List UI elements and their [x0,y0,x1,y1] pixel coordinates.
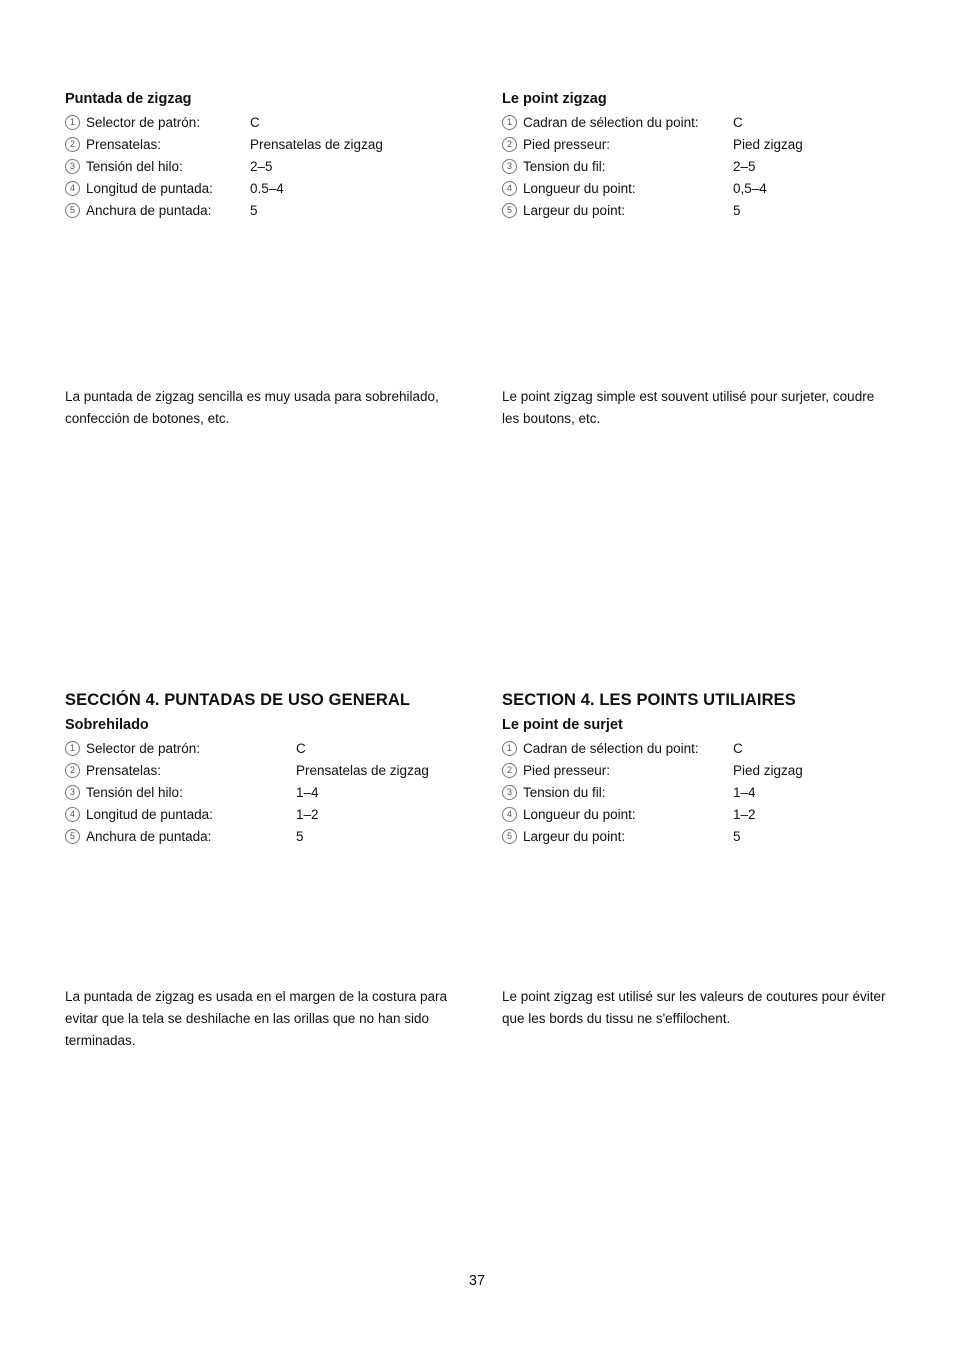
paragraph-line: La puntada de zigzag sencilla es muy usada para sobrehilado, [65,389,439,404]
setting-value: 0.5–4 [250,181,284,196]
setting-value: 5 [733,203,741,218]
setting-value: 2–5 [733,159,756,174]
overcasting-settings-list-fr [502,738,922,848]
setting-row [65,782,485,804]
paragraph-line: que les bords du tissu ne s'effilochent. [502,1011,731,1026]
circled-number-icon: 3 [65,785,80,800]
setting-value: 1–2 [296,807,319,822]
setting-label: Anchura de puntada: [86,203,212,218]
setting-value: 2–5 [250,159,273,174]
zigzag-description-fr [502,386,922,430]
setting-row [502,738,922,760]
setting-value: Prensatelas de zigzag [296,763,429,778]
overcasting-description-fr [502,986,922,1030]
setting-row [502,782,922,804]
setting-row [502,760,922,782]
setting-row [502,826,922,848]
paragraph-line: terminadas. [65,1033,136,1048]
setting-row [502,200,922,222]
circled-number-icon: 2 [502,137,517,152]
circled-number-icon: 3 [502,785,517,800]
setting-label: Anchura de puntada: [86,829,212,844]
zigzag-settings-list-fr [502,112,922,222]
setting-value: C [733,115,743,130]
overcasting-description-es [65,986,485,1052]
setting-value: 0,5–4 [733,181,767,196]
circled-number-icon: 1 [65,741,80,756]
setting-label: Largeur du point: [523,203,626,218]
setting-value: C [296,741,306,756]
setting-value: 1–4 [733,785,756,800]
zigzag-settings-list-es [65,112,485,222]
setting-label: Tension du fil: [523,785,606,800]
setting-value: C [250,115,260,130]
zigzag-settings-es [65,90,485,222]
overcasting-heading-es: Sobrehilado [65,717,149,733]
setting-label: Pied presseur: [523,137,611,152]
setting-label: Prensatelas: [86,763,162,778]
setting-row [65,178,485,200]
setting-value: Prensatelas de zigzag [250,137,383,152]
setting-value: 5 [250,203,258,218]
overcasting-settings-fr [502,690,922,848]
paragraph-line: Le point zigzag simple est souvent utilisé pour surjeter, coudre [502,389,875,404]
setting-label: Tension du fil: [523,159,606,174]
circled-number-icon: 1 [502,741,517,756]
setting-label: Cadran de sélection du point: [523,741,699,756]
setting-label: Largeur du point: [523,829,626,844]
setting-row [65,134,485,156]
zigzag-heading-fr: Le point zigzag [502,91,607,107]
paragraph-line: evitar que la tela se deshilache en las orillas que no han sido [65,1011,429,1026]
setting-value: 1–2 [733,807,756,822]
setting-label: Longitud de puntada: [86,181,213,196]
setting-label: Selector de patrón: [86,115,201,130]
circled-number-icon: 3 [65,159,80,174]
setting-value: Pied zigzag [733,137,803,152]
setting-row [502,804,922,826]
setting-label: Prensatelas: [86,137,162,152]
paragraph-line: les boutons, etc. [502,411,601,426]
circled-number-icon: 1 [65,115,80,130]
zigzag-heading-es: Puntada de zigzag [65,91,192,107]
circled-number-icon: 4 [65,807,80,822]
setting-row [65,804,485,826]
setting-row [502,178,922,200]
paragraph-line: Le point zigzag est utilisé sur les valeurs de coutures pour éviter [502,989,886,1004]
setting-row [502,156,922,178]
setting-value: C [733,741,743,756]
circled-number-icon: 2 [65,763,80,778]
paragraph-line: La puntada de zigzag es usada en el margen de la costura para [65,989,448,1004]
setting-value: Pied zigzag [733,763,803,778]
zigzag-settings-fr [502,90,922,222]
circled-number-icon: 1 [502,115,517,130]
setting-label: Tensión del hilo: [86,785,183,800]
circled-number-icon: 5 [65,829,80,844]
setting-value: 5 [296,829,304,844]
setting-row [65,760,485,782]
page-number: 37 [468,1273,486,1289]
setting-label: Longueur du point: [523,181,636,196]
setting-row [65,156,485,178]
setting-label: Cadran de sélection du point: [523,115,699,130]
circled-number-icon: 5 [65,203,80,218]
paragraph-line: confección de botones, etc. [65,411,230,426]
setting-row [65,200,485,222]
setting-label: Selector de patrón: [86,741,201,756]
setting-row [65,112,485,134]
setting-label: Longitud de puntada: [86,807,213,822]
circled-number-icon: 4 [502,181,517,196]
circled-number-icon: 2 [502,763,517,778]
setting-label: Longueur du point: [523,807,636,822]
circled-number-icon: 3 [502,159,517,174]
setting-row [502,112,922,134]
setting-value: 5 [733,829,741,844]
section-title-es: SECCIÓN 4. PUNTADAS DE USO GENERAL [65,691,411,709]
setting-row [65,738,485,760]
zigzag-description-es [65,386,485,430]
circled-number-icon: 2 [65,137,80,152]
overcasting-heading-fr: Le point de surjet [502,717,623,733]
section-title-fr: SECTION 4. LES POINTS UTILIAIRES [502,691,796,709]
circled-number-icon: 4 [65,181,80,196]
setting-row [502,134,922,156]
overcasting-settings-es [65,690,485,848]
setting-label: Tensión del hilo: [86,159,183,174]
setting-value: 1–4 [296,785,319,800]
setting-label: Pied presseur: [523,763,611,778]
circled-number-icon: 5 [502,203,517,218]
circled-number-icon: 4 [502,807,517,822]
circled-number-icon: 5 [502,829,517,844]
overcasting-settings-list-es [65,738,485,848]
setting-row [65,826,485,848]
